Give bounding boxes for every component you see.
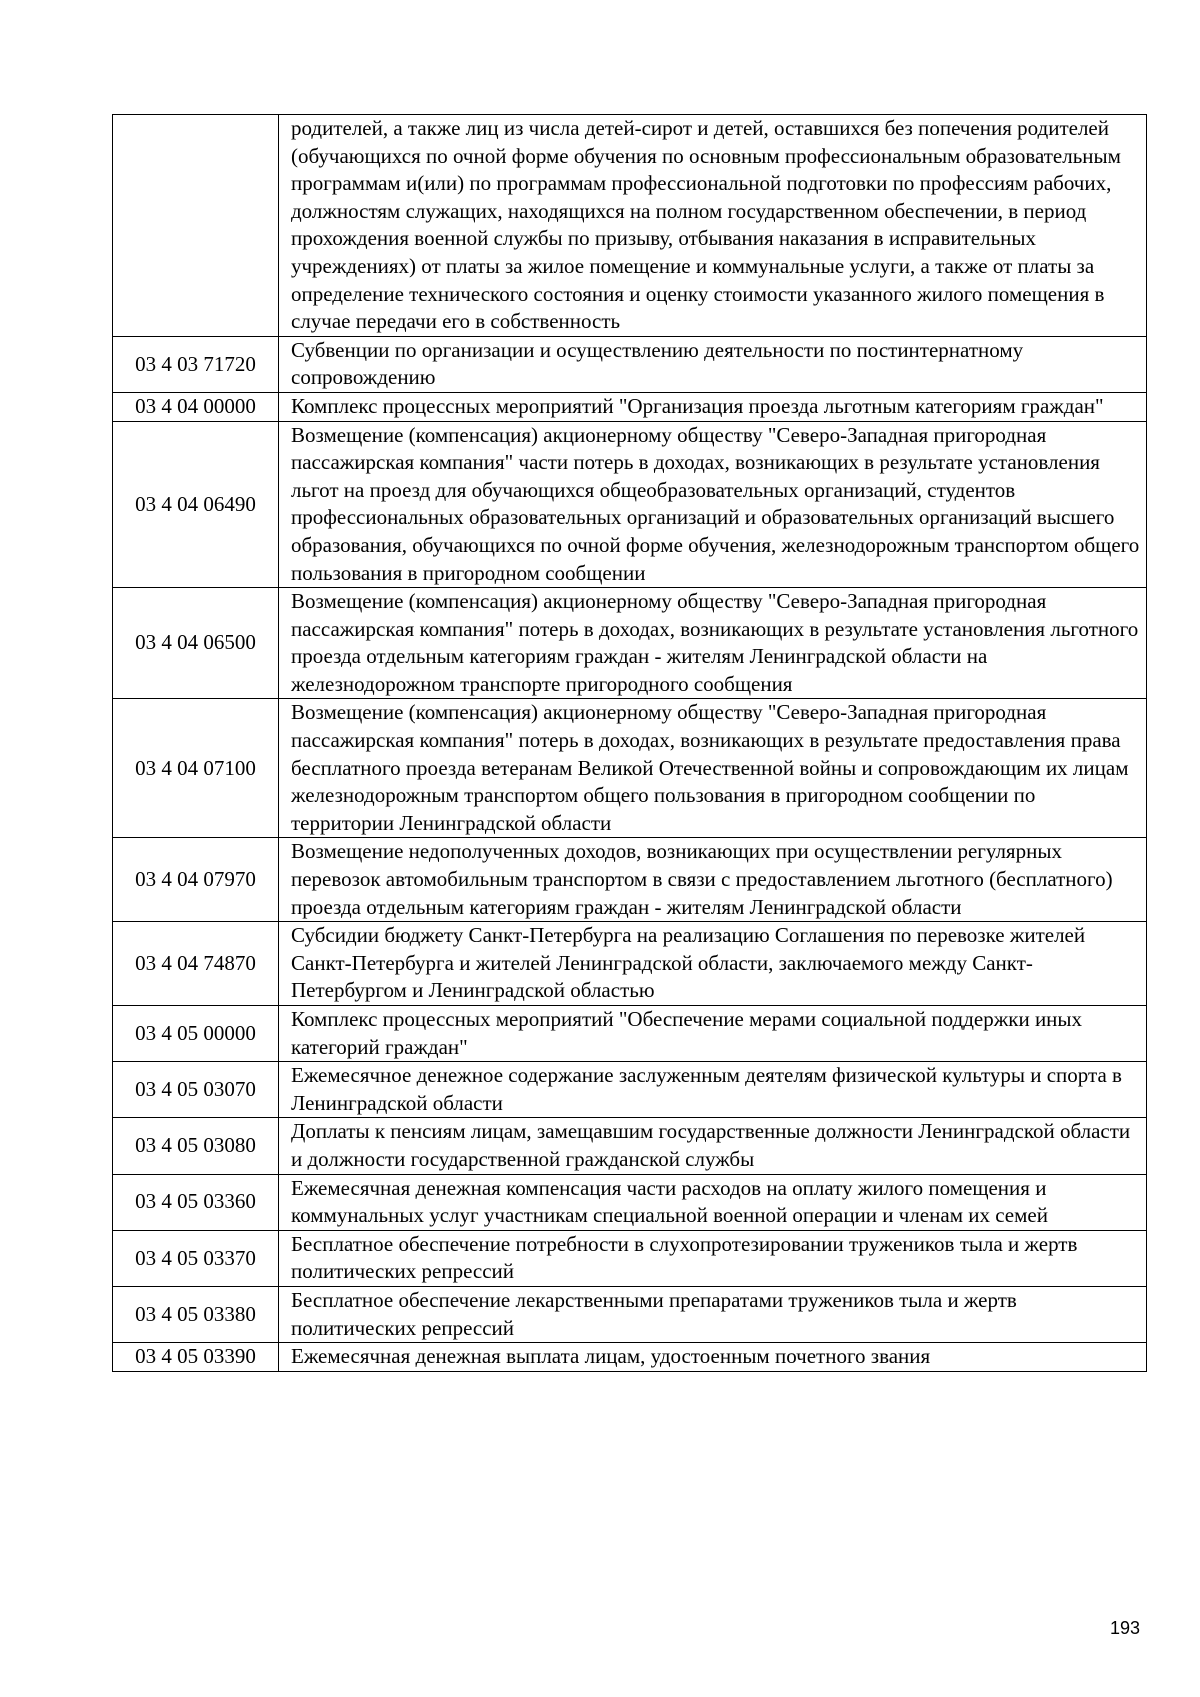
- table-row: [113, 699, 1147, 838]
- table-row: [113, 1286, 1147, 1342]
- table-row: [113, 838, 1147, 922]
- item-description: Бесплатное обеспечение лекарственными препаратами тружеников тыла и жертв политических репрессий: [279, 1286, 1147, 1342]
- item-description: родителей, а также лиц из числа детей-сирот и детей, оставшихся без попечения родителей (обучающихся по очной форме обучения по основным профессиональным образовательным программам и(или) по программам профессиональной подготовки по профессиям рабочих, должностям служащих, находящихся на полном государственном обеспечении, в период прохождения военной службы по призыву, отбывания наказания в исправительных учреждениях) от платы за жилое помещение и коммунальные услуги, а также от платы за определение технического состояния и оценку стоимости указанного жилого помещения в случае передачи его в собственность: [279, 115, 1147, 337]
- page-number: 193: [1110, 1618, 1141, 1638]
- table-row: [113, 1118, 1147, 1174]
- classification-code: 03 4 05 03360: [113, 1174, 279, 1230]
- item-description: Ежемесячная денежная компенсация части расходов на оплату жилого помещения и коммунальных услуг участникам специальной военной операции и членам их семей: [279, 1174, 1147, 1230]
- table-row: [113, 922, 1147, 1006]
- classification-code: 03 4 05 00000: [113, 1006, 279, 1062]
- classification-code: 03 4 05 03070: [113, 1062, 279, 1118]
- table-row: [113, 392, 1147, 421]
- table-row: [113, 336, 1147, 392]
- classification-code: 03 4 04 06490: [113, 421, 279, 588]
- table-row: [113, 1062, 1147, 1118]
- item-description: Субсидии бюджету Санкт-Петербурга на реализацию Соглашения по перевозке жителей Санкт-Петербурга и жителей Ленинградской области, заключаемого между Санкт-Петербургом и Ленинградской областью: [279, 922, 1147, 1006]
- table-row: [113, 115, 1147, 337]
- item-description: Ежемесячная денежная выплата лицам, удостоенным почетного звания: [279, 1343, 1147, 1372]
- item-description: Возмещение недополученных доходов, возникающих при осуществлении регулярных перевозок автомобильным транспортом в связи с предоставлением льготного (бесплатного) проезда отдельным категориям граждан - жителям Ленинградской области: [279, 838, 1147, 922]
- table-row: [113, 1174, 1147, 1230]
- item-description: Бесплатное обеспечение потребности в слухопротезировании тружеников тыла и жертв политических репрессий: [279, 1230, 1147, 1286]
- classification-code: 03 4 03 71720: [113, 336, 279, 392]
- item-description: Комплекс процессных мероприятий "Обеспечение мерами социальной поддержки иных категорий граждан": [279, 1006, 1147, 1062]
- item-description: Субвенции по организации и осуществлению деятельности по постинтернатному сопровождению: [279, 336, 1147, 392]
- classification-code: 03 4 05 03380: [113, 1286, 279, 1342]
- item-description: Возмещение (компенсация) акционерному обществу "Северо-Западная пригородная пассажирская компания" потерь в доходах, возникающих в результате предоставления права бесплатного проезда ветеранам Великой Отечественной войны и сопровождающим их лицам железнодорожным транспортом общего пользования в пригородном сообщении по территории Ленинградской области: [279, 699, 1147, 838]
- item-description: Ежемесячное денежное содержание заслуженным деятелям физической культуры и спорта в Ленинградской области: [279, 1062, 1147, 1118]
- classification-code: 03 4 05 03080: [113, 1118, 279, 1174]
- table-row: [113, 1343, 1147, 1372]
- table-row: [113, 1230, 1147, 1286]
- classification-code: 03 4 04 07100: [113, 699, 279, 838]
- item-description: Возмещение (компенсация) акционерному обществу "Северо-Западная пригородная пассажирская компания" потерь в доходах, возникающих в результате установления льготного проезда отдельным категориям граждан - жителям Ленинградской области на железнодорожном транспорте пригородного сообщения: [279, 588, 1147, 699]
- budget-classification-table: [112, 114, 1147, 1372]
- classification-code: 03 4 04 07970: [113, 838, 279, 922]
- table-row: [113, 1006, 1147, 1062]
- table-row: [113, 588, 1147, 699]
- classification-code: 03 4 04 00000: [113, 392, 279, 421]
- item-description: Доплаты к пенсиям лицам, замещавшим государственные должности Ленинградской области и должности государственной гражданской службы: [279, 1118, 1147, 1174]
- classification-code: 03 4 05 03390: [113, 1343, 279, 1372]
- item-description: Возмещение (компенсация) акционерному обществу "Северо-Западная пригородная пассажирская компания" части потерь в доходах, возникающих в результате установления льгот на проезд для обучающихся общеобразовательных организаций, студентов профессиональных образовательных организаций и образовательных организаций высшего образования, обучающихся по очной форме обучения, железнодорожным транспортом общего пользования в пригородном сообщении: [279, 421, 1147, 588]
- classification-code: 03 4 04 74870: [113, 922, 279, 1006]
- table-row: [113, 421, 1147, 588]
- classification-code: 03 4 04 06500: [113, 588, 279, 699]
- classification-code: 03 4 05 03370: [113, 1230, 279, 1286]
- item-description: Комплекс процессных мероприятий "Организация проезда льготным категориям граждан": [279, 392, 1147, 421]
- classification-code: [113, 115, 279, 337]
